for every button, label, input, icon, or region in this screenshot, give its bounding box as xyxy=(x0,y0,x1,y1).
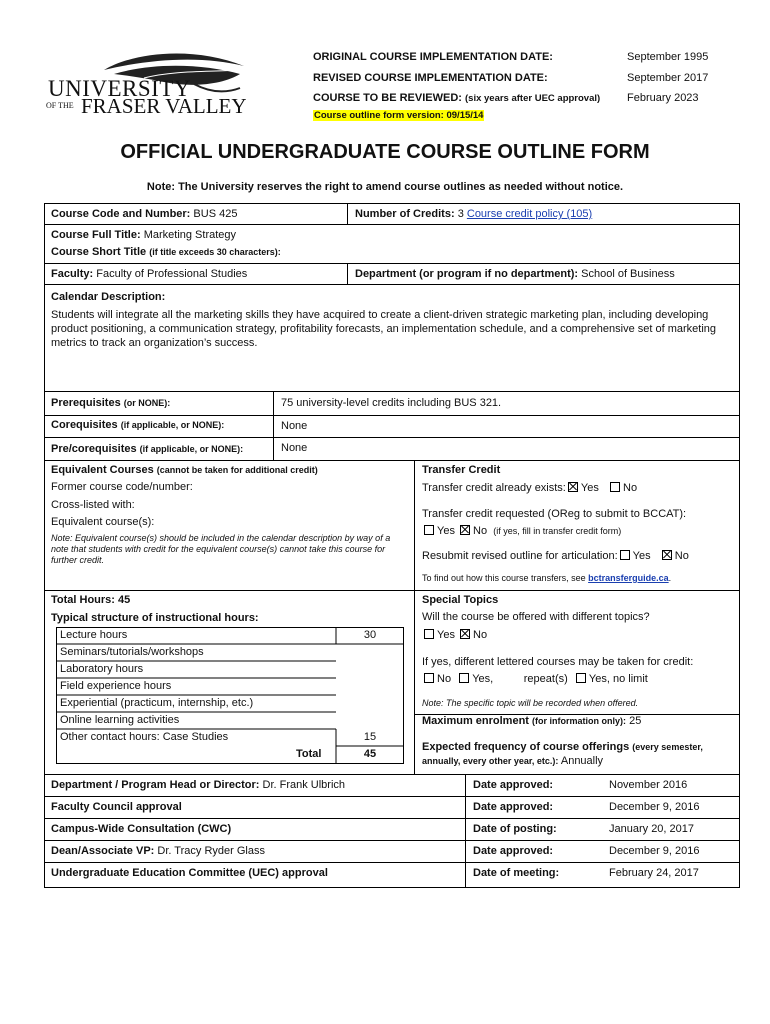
approval-uec-date: February 24, 2017 xyxy=(609,867,699,879)
approval-dept-head: Department / Program Head or Director: Dr. Frank Ulbrich xyxy=(51,779,346,791)
form-version: Course outline form version: 09/15/14 xyxy=(314,110,484,121)
course-code: Course Code and Number: BUS 425 xyxy=(51,208,238,220)
hours-row-lab: Laboratory hours xyxy=(60,663,144,675)
approval-faculty-council: Faculty Council approval xyxy=(51,801,182,813)
transfer-requested-no-checkbox[interactable] xyxy=(460,525,470,535)
review-date-label: COURSE TO BE REVIEWED: (six years after UEC approval) xyxy=(313,92,601,104)
department: Department (or program if no department): School of Business xyxy=(355,268,675,280)
precorequisites-label: Pre/corequisites (if applicable, or NONE): xyxy=(51,443,244,455)
transfer-label: Transfer Credit xyxy=(422,464,501,476)
hours-row-experiential: Experiential (practicum, internship, etc.) xyxy=(60,697,254,709)
former-course: Former course code/number: xyxy=(51,481,193,493)
transfer-requested: Transfer credit requested (OReg to submit to BCCAT): xyxy=(422,508,687,520)
prerequisites-value: 75 university-level credits including BUS 321. xyxy=(281,397,502,409)
equivalent-courses: Equivalent course(s): xyxy=(51,516,155,528)
review-date-value: February 2023 xyxy=(627,92,699,104)
approval-faculty-date-label: Date approved: xyxy=(473,801,554,813)
lettered-nolimit-checkbox[interactable] xyxy=(576,673,586,683)
resubmit-yes-checkbox[interactable] xyxy=(620,550,630,560)
course-outline-form xyxy=(44,203,740,888)
total-hours: Total Hours: 45 xyxy=(51,594,131,606)
special-topics-no-checkbox[interactable] xyxy=(460,629,470,639)
credit-policy-link[interactable]: Course credit policy (105) xyxy=(466,208,593,220)
transfer-exists-no-checkbox[interactable] xyxy=(610,482,620,492)
hours-row-lecture: Lecture hours 30 xyxy=(60,629,377,641)
approval-cwc-date-label: Date of posting: xyxy=(473,823,557,835)
credits: Number of Credits: 3 Course credit policy (105) xyxy=(355,208,593,220)
course-full-title: Course Full Title: Marketing Strategy xyxy=(51,229,237,241)
university-logo xyxy=(44,48,254,128)
transfer-guide: To find out how this course transfers, see bctransferguide.ca. xyxy=(422,573,672,583)
corequisites-value: None xyxy=(281,420,308,432)
logo-university-text: UNIVERSITY xyxy=(48,76,191,101)
original-date-value: September 1995 xyxy=(627,51,709,63)
approval-uec-date-label: Date of meeting: xyxy=(473,867,560,879)
page-title: OFFICIAL UNDERGRADUATE COURSE OUTLINE FORM xyxy=(120,141,650,163)
approval-dean-date: December 9, 2016 xyxy=(609,845,700,857)
hours-row-field: Field experience hours xyxy=(60,680,172,692)
bctransferguide-link[interactable]: bctransferguide.ca xyxy=(588,573,669,583)
approval-faculty-date: December 9, 2016 xyxy=(609,801,700,813)
review-date-note: (six years after UEC approval) xyxy=(465,93,601,104)
revised-date-label: REVISED COURSE IMPLEMENTATION DATE: xyxy=(313,72,548,84)
logo-of-the-text: OF THE xyxy=(46,101,74,110)
cross-listed: Cross-listed with: xyxy=(51,499,135,511)
transfer-requested-yes-checkbox[interactable] xyxy=(424,525,434,535)
lettered-no-checkbox[interactable] xyxy=(424,673,434,683)
max-enrolment: Maximum enrolment (for information only): 25 xyxy=(422,715,642,727)
special-topics-label: Special Topics xyxy=(422,594,499,606)
hours-row-total: Total 45 xyxy=(296,748,377,760)
hours-row-seminars: Seminars/tutorials/workshops xyxy=(60,646,204,658)
course-short-title: Course Short Title (if title exceeds 30 characters): xyxy=(51,246,281,258)
special-topics-note: Note: The specific topic will be recorded when offered. xyxy=(422,698,639,708)
lettered-yes-checkbox[interactable] xyxy=(459,673,469,683)
logo-fraser-valley-text: FRASER VALLEY xyxy=(81,94,247,118)
approval-uec: Undergraduate Education Committee (UEC) approval xyxy=(51,867,328,879)
lettered-courses: If yes, different lettered courses may be taken for credit: xyxy=(422,656,694,668)
approval-dept-date-label: Date approved: xyxy=(473,779,554,791)
faculty: Faculty: Faculty of Professional Studies xyxy=(51,268,248,280)
original-date-label: ORIGINAL COURSE IMPLEMENTATION DATE: xyxy=(313,51,553,63)
corequisites-label: Corequisites (if applicable, or NONE): xyxy=(51,419,225,431)
expected-frequency: Expected frequency of course offerings (every semester, xyxy=(422,741,703,753)
special-topics-question: Will the course be offered with different topics? xyxy=(422,611,650,623)
equivalent-note: Note: Equivalent course(s) should be included in the calendar description by way of a note that students with credit for the equivalent course(s) cannot take this course for further credit. xyxy=(51,533,391,565)
special-topics-options: Yes No xyxy=(422,629,487,641)
transfer-requested-options: Yes No (if yes, fill in transfer credit form) xyxy=(422,525,621,537)
calendar-label: Calendar Description: xyxy=(51,291,166,303)
hours-row-other: Other contact hours: Case Studies 15 xyxy=(60,731,377,743)
prerequisites-label: Prerequisites (or NONE): xyxy=(51,397,171,409)
equivalent-label: Equivalent Courses (cannot be taken for additional credit) xyxy=(51,464,318,476)
expected-frequency-2: annually, every other year, etc.): Annually xyxy=(422,755,604,767)
lettered-options: No Yes, repeat(s) Yes, no limit xyxy=(422,673,648,685)
approval-dean-date-label: Date approved: xyxy=(473,845,554,857)
approval-cwc-date: January 20, 2017 xyxy=(609,823,695,835)
hours-structure-label: Typical structure of instructional hours: xyxy=(51,612,259,624)
hours-table xyxy=(56,627,404,765)
resubmit-outline: Resubmit revised outline for articulation: Yes No xyxy=(422,550,689,562)
approval-cwc: Campus-Wide Consultation (CWC) xyxy=(51,823,232,835)
calendar-description: Students will integrate all the marketing skills they have acquired to create a client-driven strategic marketing plan, including developing product positioning, a communication strategy, profitability forecasts, an implementation schedule, and a comprehensive set of marketing metrics to track an organization’s success. xyxy=(51,309,717,349)
approval-dean: Dean/Associate VP: Dr. Tracy Ryder Glass xyxy=(51,845,265,857)
transfer-exists-yes-checkbox[interactable] xyxy=(568,482,578,492)
special-topics-yes-checkbox[interactable] xyxy=(424,629,434,639)
approval-dept-date: November 2016 xyxy=(609,779,688,791)
revised-date-value: September 2017 xyxy=(627,72,709,84)
amend-note: Note: The University reserves the right to amend course outlines as needed without notice. xyxy=(146,181,624,193)
transfer-exists: Transfer credit already exists: Yes No xyxy=(422,482,638,494)
precorequisites-value: None xyxy=(281,442,308,454)
hours-row-online: Online learning activities xyxy=(60,714,180,726)
resubmit-no-checkbox[interactable] xyxy=(662,550,672,560)
